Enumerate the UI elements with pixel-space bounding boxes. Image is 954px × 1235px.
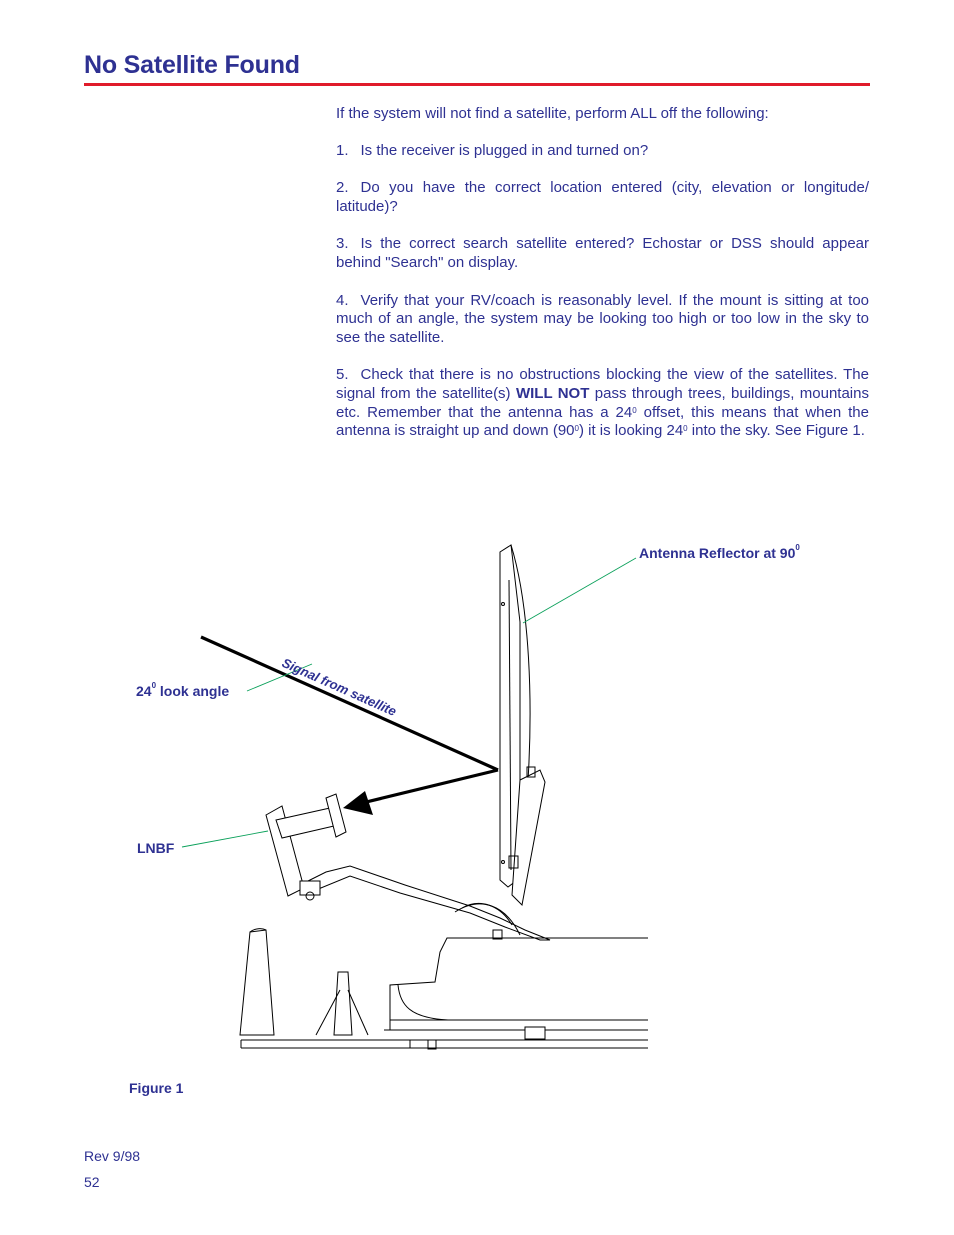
list-item-5: 5. Check that there is no obstructions blocking the view of the satellites. The signal from the satellite(s) WILL NOT pass through trees, buildings, mountains etc. Remember that the antenna has a $24^0$ offset, this means that when the antenna is straight up and down $(90^0)$ it is looking $24^0$ into the sky. See Figure 1. [336,366,869,440]
list-item-4: 4. Verify that your RV/coach is reasonably level. If the mount is sitting at too much of an angle, the system may be looking too high or too low in the sky to see the satellite. [336,291,869,346]
cone-left [240,930,274,1035]
signal-line [201,637,498,770]
look-angle-label: $24^0$ look angle [136,681,230,699]
revision-text: Rev 9/98 [84,1148,141,1164]
list-item-3: 3. Is the correct search satellite entered? Echostar or DSS should appear behind "Search" on display. [336,235,869,271]
roof-deck [241,1040,648,1048]
figure-caption: Figure 1 [129,1080,184,1096]
list-item-1: 1. Is the receiver is plugged in and turned on? [336,141,649,159]
reflected-signal-line [358,770,498,804]
arrowhead-icon [343,791,373,815]
reflector-label: Antenna Reflector at $90^0$ [639,543,800,561]
intro-paragraph: If the system will not find a satellite, perform ALL off the following: [336,105,769,122]
list-item-2: 2. Do you have the correct location entered (city, elevation or longitude/ latitude)? [336,179,869,215]
base-housing [390,938,648,1030]
signal-label: Signal from satellite [279,655,399,719]
page-title: No Satellite Found [84,51,300,79]
page-number: 52 [84,1174,100,1190]
reflector-leader [523,558,636,623]
lnbf-label: LNBF [137,840,175,856]
lnbf-leader [182,831,268,847]
